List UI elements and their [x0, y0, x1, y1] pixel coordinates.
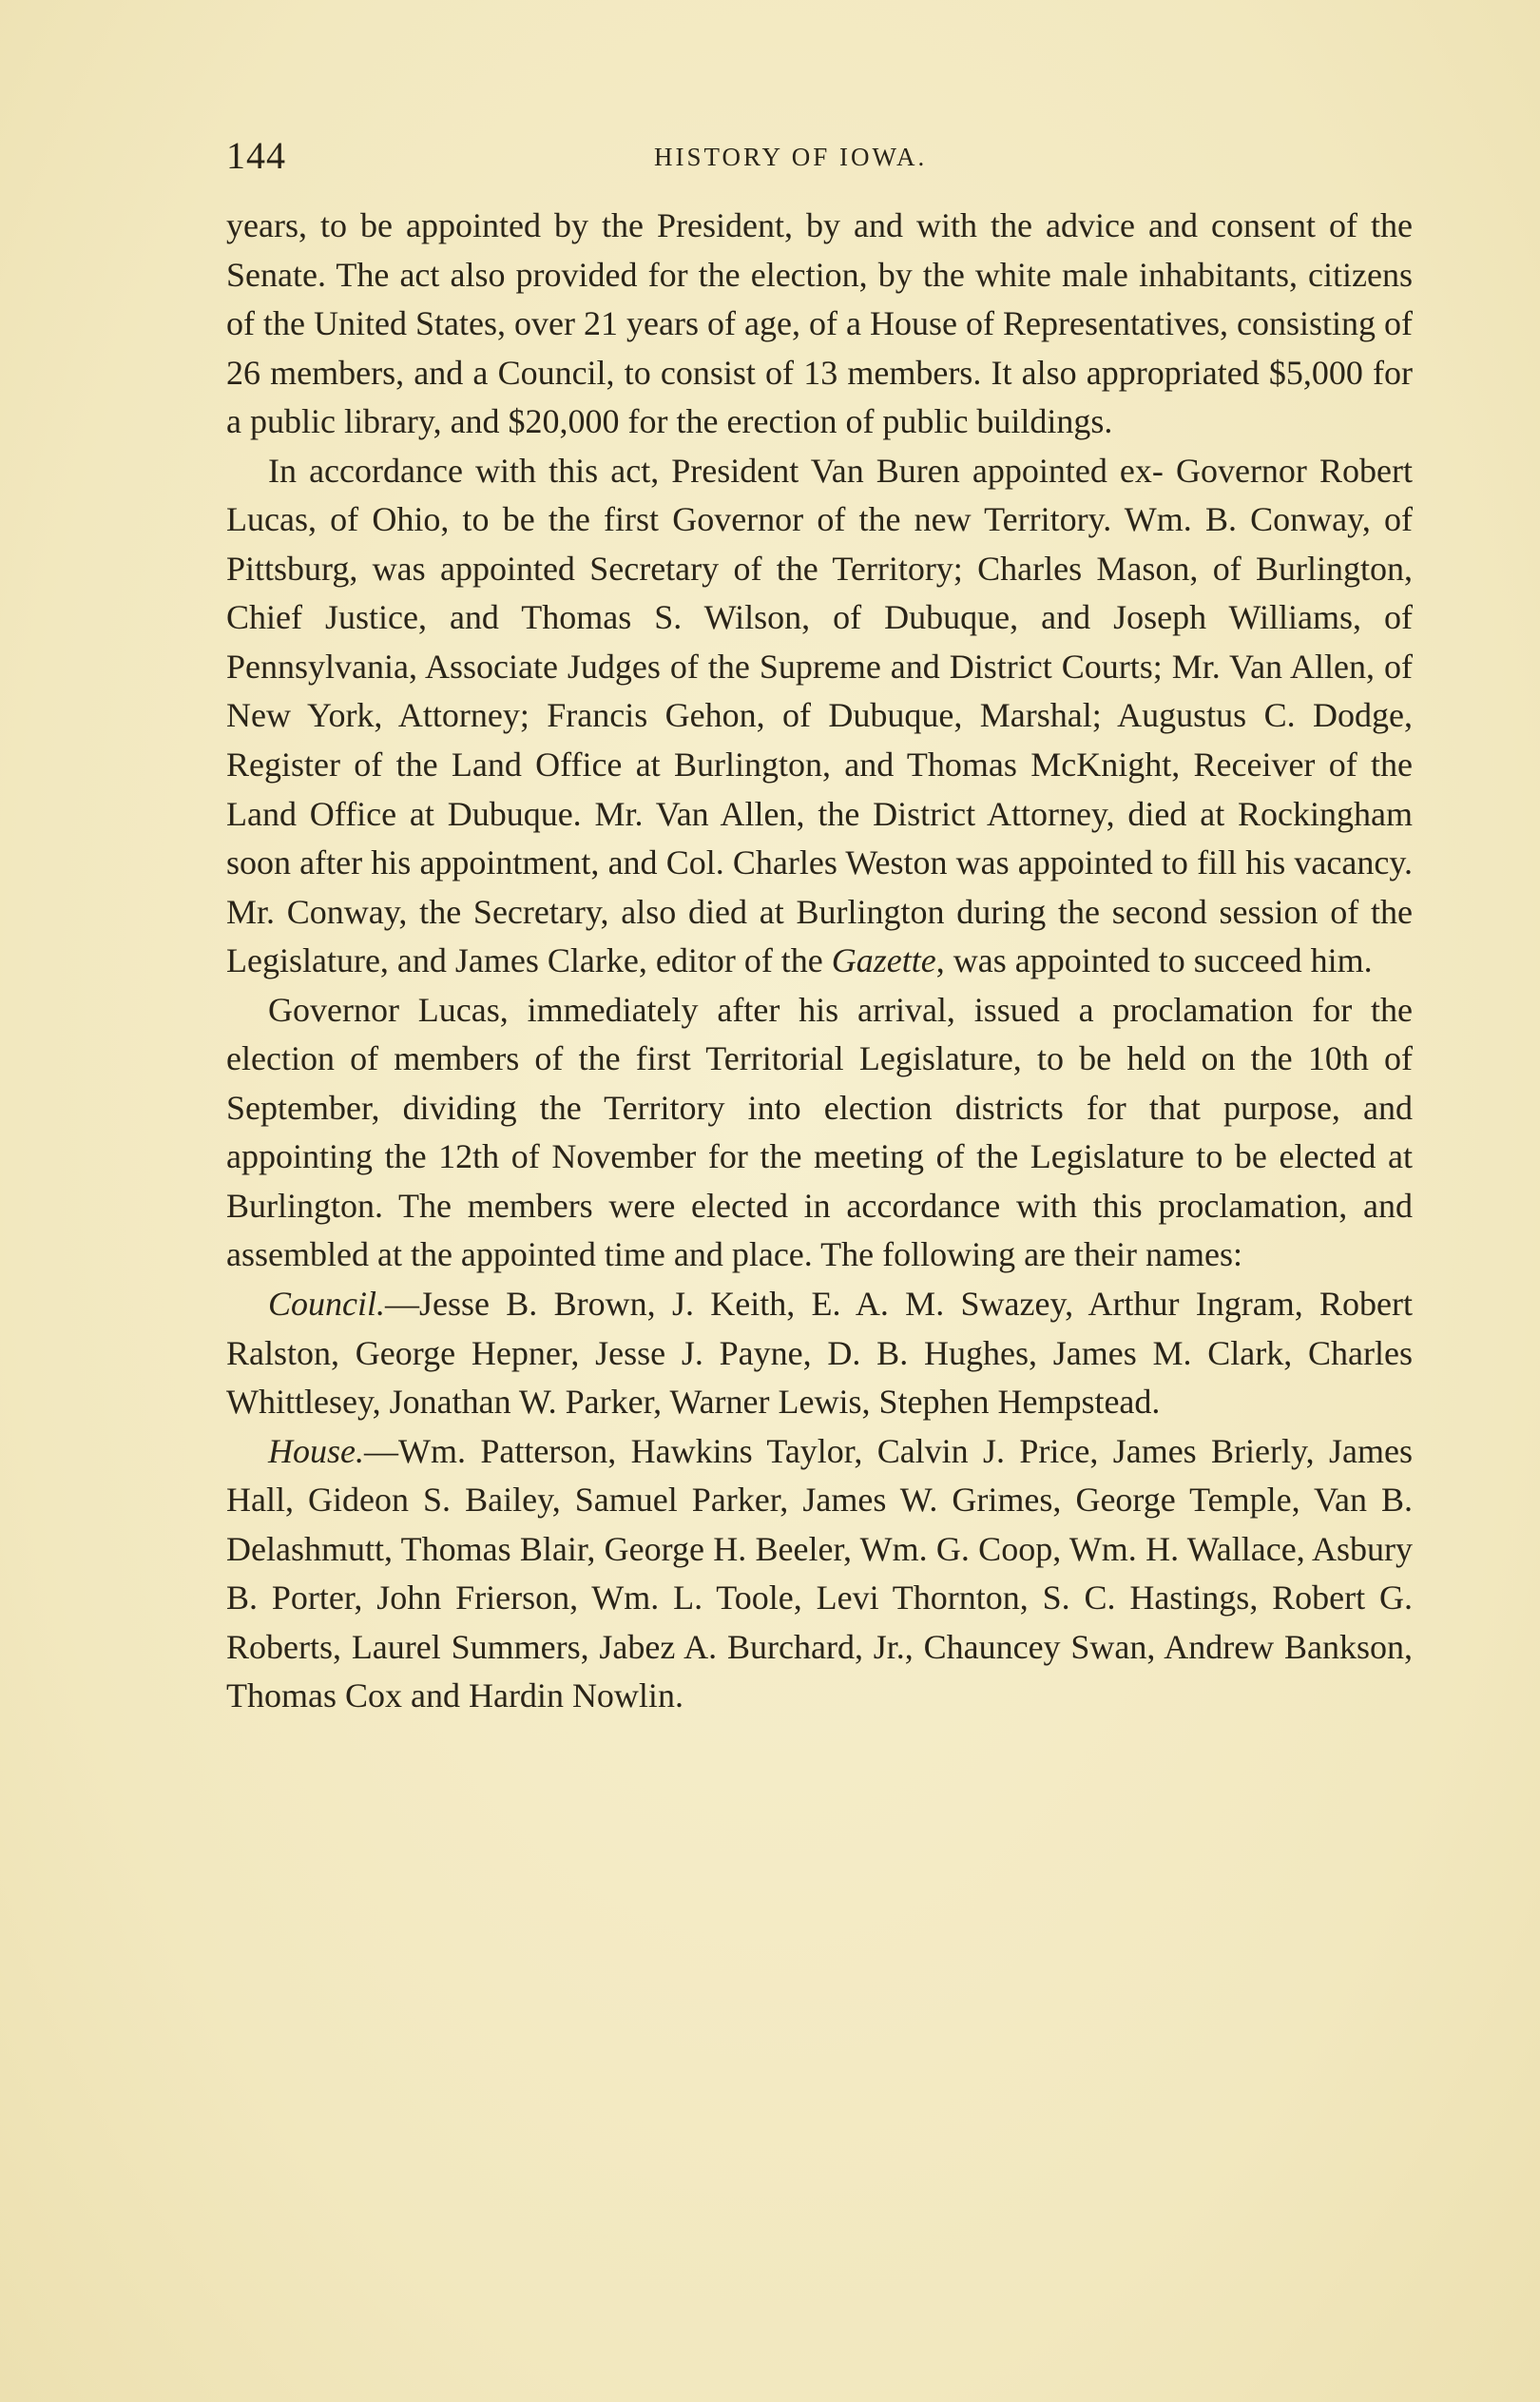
paragraph-act-provisions [226, 202, 1413, 447]
paragraph-text: years, to be appointed by the President, by and with the advice and consent of the Senate. The act also provided for the election, by the white male inhabitants, citizens of the United States, over 21 years of age, of a House of Representatives, consisting of 26 members, and a Council, to consist of 13 members. It also appropriated $5,000 for a public library, and $20,000 for the erection of public buildings. [226, 206, 1413, 441]
paragraph-council [226, 1280, 1413, 1427]
council-label: Council. [268, 1285, 385, 1324]
page-number: 144 [226, 134, 286, 177]
page-header [226, 133, 1405, 181]
running-head: HISTORY OF IOWA. [654, 143, 928, 171]
council-members: —Jesse B. Brown, J. Keith, E. A. M. Swazey, Arthur Ingram, Robert Ralston, George Hepner, Jesse J. Payne, D. B. Hughes, James M. Clark, Charles Whittlesey, Jonathan W. Parker, Warner Lewis, Stephen Hempstead. [226, 1285, 1413, 1422]
newspaper-title: Gazette [831, 941, 936, 980]
paragraph-appointments [226, 447, 1413, 986]
paragraph-proclamation [226, 986, 1413, 1280]
paragraph-text: Governor Lucas, immediately after his arrival, issued a proclamation for the election of members of the first Territorial Legislature, to be held on the 10th of September, dividing the Territory into election districts for that purpose, and appointing the 12th of November for the meeting of the Legislature to be elected at Burlington. The members were elected in accordance with this proclamation, and assembled at the appointed time and place. The following are their names: [226, 990, 1413, 1274]
house-members: —Wm. Patterson, Hawkins Taylor, Calvin J. Price, James Brierly, James Hall, Gideon S. Bailey, Samuel Parker, James W. Grimes, George Temple, Van B. Delashmutt, Thomas Blair, George H. Beeler, Wm. G. Coop, Wm. H. Wallace, Asbury B. Porter, John Frierson, Wm. L. Toole, Levi Thornton, S. C. Hastings, Robert G. Roberts, Laurel Summers, Jabez A. Burchard, Jr., Chauncey Swan, Andrew Bankson, Thomas Cox and Hardin Nowlin. [226, 1431, 1413, 1715]
paragraph-house [226, 1427, 1413, 1721]
body-text [226, 202, 1413, 1721]
paragraph-text-end: , was appointed to succeed him. [935, 941, 1373, 980]
paragraph-text: In accordance with this act, President Van Buren appointed ex- Governor Robert Lucas, of Ohio, to be the first Governor of the new Territory. Wm. B. Conway, of Pittsburg, was appointed Secretary of the Territory; Charles Mason, of Burlington, Chief Justice, and Thomas S. Wilson, of Dubuque, and Joseph Williams, of Pennsylvania, Associate Judges of the Supreme and District Courts; Mr. Van Allen, of New York, Attorney; Francis Gehon, of Dubuque, Marshal; Augustus C. Dodge, Register of the Land Office at Burlington, and Thomas McKnight, Receiver of the Land Office at Dubuque. Mr. Van Allen, the District Attorney, died at Rockingham soon after his appointment, and Col. Charles Weston was appointed to fill his vacancy. Mr. Conway, the Secretary, also died at Burlington during the second session of the Legislature, and James Clarke, editor of the [226, 451, 1413, 980]
house-label: House. [268, 1431, 364, 1470]
